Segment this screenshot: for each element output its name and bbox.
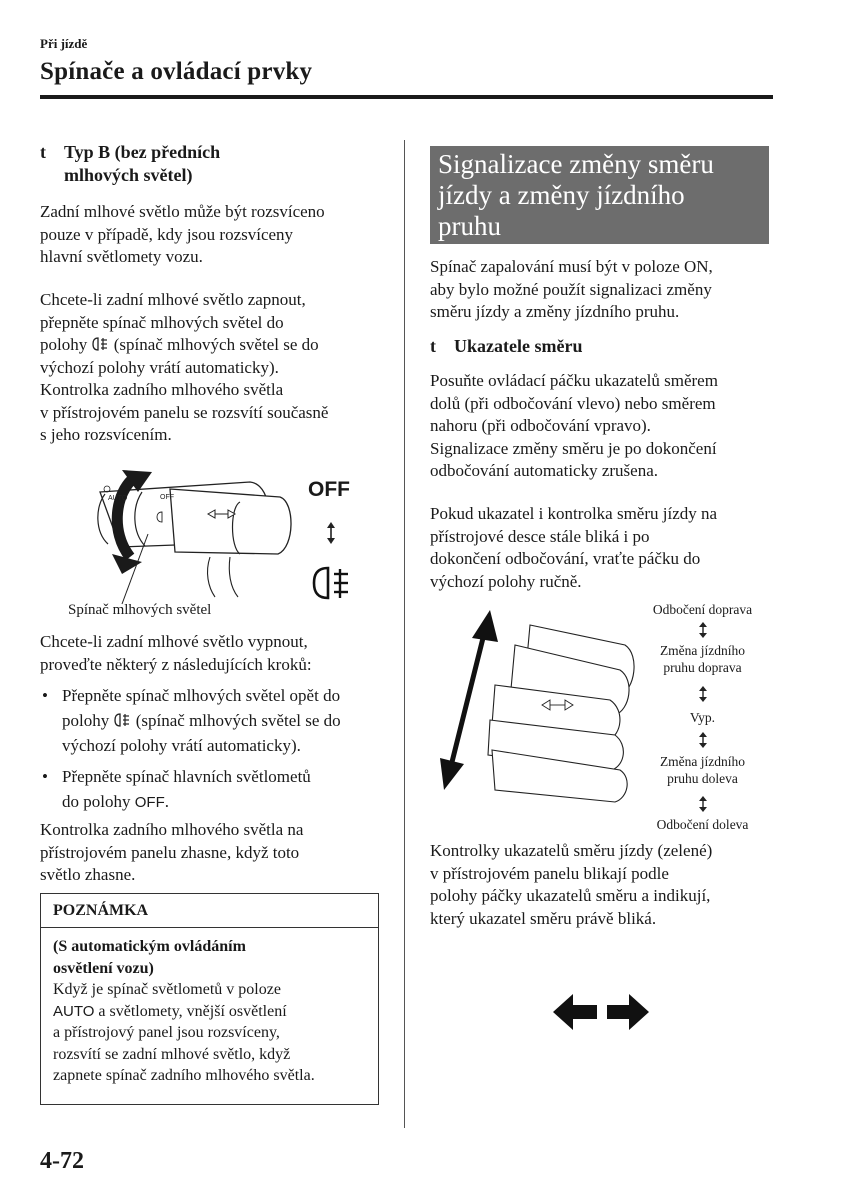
title-rule xyxy=(40,95,773,99)
rear-fog-large-icon xyxy=(310,562,352,609)
up-down-arrow-icon xyxy=(698,686,708,707)
lever-mark-off: OFF xyxy=(160,494,174,501)
rear-fog-icon xyxy=(113,712,131,728)
up-down-arrow-icon xyxy=(698,732,708,753)
right-paragraph-3: Pokud ukazatel i kontrolka směru jízdy na přístrojové desce stále bliká i po dokončení odbočování, vraťte páčku do výchozí polohy ručně. xyxy=(430,504,718,591)
page-title: Spínače a ovládací prvky xyxy=(40,58,313,85)
label-lane-change-right: Změna jízdního pruhu doprava xyxy=(659,643,746,675)
right-paragraph-1: Spínač zapalování musí být v poloze ON, aby bylo možné použít signalizaci změny směru jízdy a změny jízdního pruhu. xyxy=(430,257,713,321)
paragraph-1: Zadní mlhové světlo může být rozsvíceno pouze v případě, kdy jsou rozsvíceny hlavní světlomety vozu. xyxy=(40,202,325,266)
lever-mark-auto: AUTO xyxy=(108,495,128,502)
off-label: OFF xyxy=(308,478,350,501)
right-paragraph-4: Kontrolky ukazatelů směru jízdy (zelené) v přístrojovém panelu blikají podle polohy páčky ukazatelů směru a indikují, který ukazatel směru právě bliká. xyxy=(430,841,713,928)
rear-fog-icon xyxy=(91,336,109,352)
paragraph-3: Chcete-li zadní mlhové světlo vypnout, proveďte některý z následujících kroků: xyxy=(40,632,312,674)
paragraph-4: Kontrolka zadního mlhového světla na přístrojovém panelu zhasne, když toto světlo zhasne. xyxy=(40,820,304,884)
up-down-arrow-icon xyxy=(325,522,337,544)
label-off: Vyp. xyxy=(689,710,716,725)
subheading-turn-indicators: t Ukazatele směru xyxy=(430,336,583,356)
up-down-arrow-icon xyxy=(698,796,708,817)
turn-signal-figure xyxy=(430,600,770,836)
label-turn-right: Odbočení doprava xyxy=(652,602,753,617)
label-turn-left: Odbočení doleva xyxy=(656,817,749,832)
note-box xyxy=(40,893,379,1105)
fog-switch-figure xyxy=(68,462,380,622)
subheading-type-b: t Typ B (bez předních mlhových světel) xyxy=(40,142,221,185)
bullet-item-2: • Přepněte spínač hlavních světlometů do polohy OFF. xyxy=(40,764,385,815)
section-heading-turn-signals: Signalizace změny směru jízdy a změny jízdního pruhu xyxy=(430,146,769,244)
bullet-item-1: • Přepněte spínač mlhových světel opět do polohy (spínač mlhových světel se do výchozí polohy vrátí automaticky). xyxy=(40,683,385,758)
subheading-bullet-icon: t xyxy=(430,336,436,356)
right-arrow-icon xyxy=(607,994,649,1030)
right-paragraph-2: Posuňte ovládací páčku ukazatelů směrem dolů (při odbočování vlevo) nebo směrem nahoru (při odbočování vpravo). Signalizace změny směru je po dokončení odbočování automaticky zrušena. xyxy=(430,371,718,480)
label-lane-change-left: Změna jízdního pruhu doleva xyxy=(659,754,746,786)
page-number: 4-72 xyxy=(40,1148,84,1174)
turn-lever-illustration xyxy=(430,600,640,810)
note-body: (S automatickým ovládáním osvětlení vozu) Když je spínač světlometů v poloze AUTO a světlomety, vnější osvětlení a přístrojový panel jsou rozsvíceny, rozsvítí se zadní mlhové světlo, když zapnete spínač zadního mlhového světla. xyxy=(53,938,315,1084)
section-name: Při jízdě xyxy=(40,36,88,51)
turn-indicator-arrows xyxy=(553,992,651,1037)
bullet-dot-icon: • xyxy=(42,767,48,786)
figure-caption: Spínač mlhových světel xyxy=(68,602,212,618)
left-arrow-icon xyxy=(553,994,597,1030)
bullet-list xyxy=(40,683,385,815)
paragraph-2: Chcete-li zadní mlhové světlo zapnout, přepněte spínač mlhových světel do polohy (spínač mlhových světel se do výchozí polohy vrátí automaticky). Kontrolka zadního mlhového světla v přístrojovém panelu se rozsvítí současně s jeho rozsvícením. xyxy=(40,290,329,444)
note-heading: POZNÁMKA xyxy=(41,894,378,928)
column-divider xyxy=(404,140,405,1128)
subheading-bullet-icon: t xyxy=(40,142,46,162)
bullet-dot-icon: • xyxy=(42,686,48,705)
up-down-arrow-icon xyxy=(698,622,708,643)
